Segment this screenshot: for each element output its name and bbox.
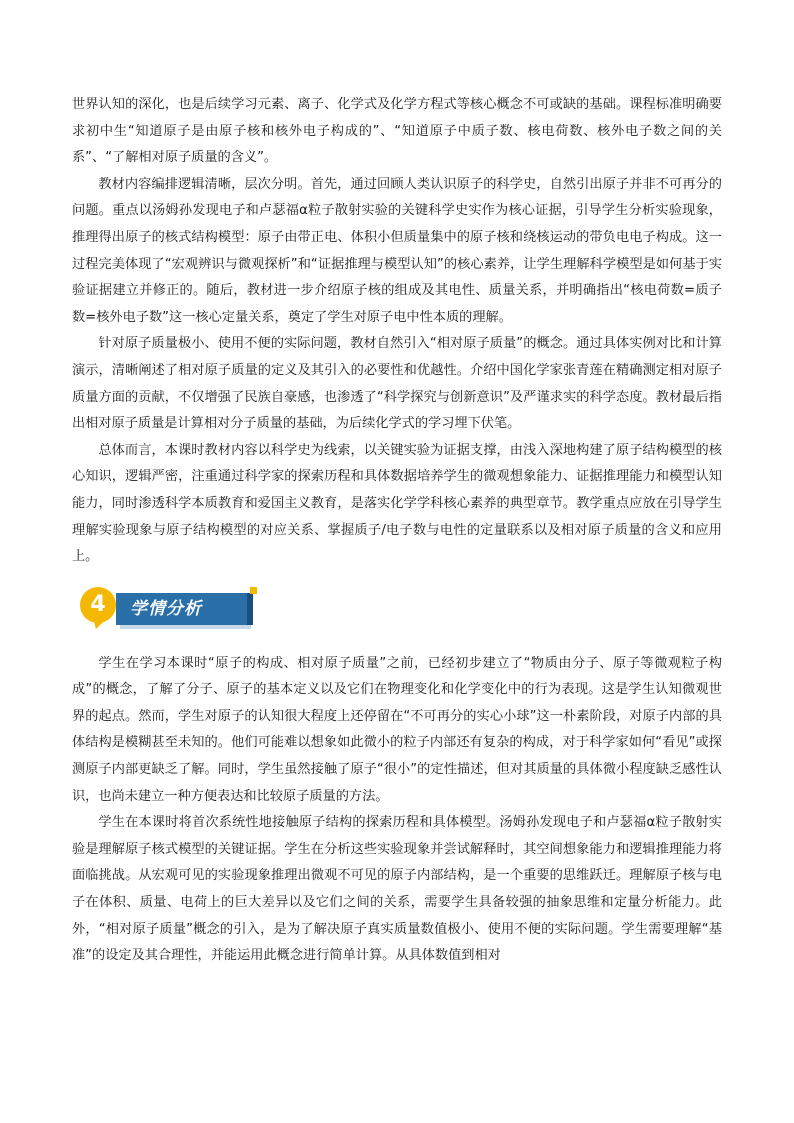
section-heading bbox=[72, 585, 722, 641]
paragraph: 总体而言，本课时教材内容以科学史为线索，以关键实验为证据支撑，由浅入深地构建了原子结构模型的核心知识，逻辑严密，注重通过科学家的探索历程和具体数据培养学生的微观想象能力、证据推理能力和模型认知能力，同时渗透科学本质教育和爱国主义教育，是落实化学学科核心素养的典型章节。教学重点应放在引导学生理解实验现象与原子结构模型的对应关系、掌握质子/电子数与电性的定量联系以及相对原子质量的含义和应用上。 bbox=[72, 442, 722, 565]
heading-bar-accent bbox=[247, 593, 253, 625]
paragraph: 教材内容编排逻辑清晰，层次分明。首先，通过回顾人类认识原子的科学史，自然引出原子并非不可再分的问题。重点以汤姆孙发现电子和卢瑟福α粒子散射实验的关键科学史实作为核心证据，引导学生分析实验现象，推理得出原子的核式结构模型：原子由带正电、体积小但质量集中的原子核和绕核运动的带负电电子构成。这一过程完美体现了“宏观辨识与微观探析”和“证据推理与模型认知”的核心素养，让学生理解科学模型是如何基于实验证据建立并修正的。随后，教材进一步介绍原子核的组成及其电性、质量关系，并明确指出“核电荷数=质子数=核外电子数”这一核心定量关系，奠定了学生对原子电中性本质的理解。 bbox=[72, 176, 722, 325]
heading-dot-icon bbox=[250, 587, 257, 594]
intro-paragraphs bbox=[72, 92, 722, 571]
paragraph: 学生在本课时将首次系统性地接触原子结构的探索历程和具体模型。汤姆孙发现电子和卢瑟福α粒子散射实验是理解原子核式模型的关键证据。学生在分析这些实验现象并尝试解释时，其空间想象能力和逻辑推理能力将面临挑战。从宏观可见的实验现象推理出微观不可见的原子内部结构，是一个重要的思维跃迁。理解原子核与电子在体积、质量、电荷上的巨大差异以及它们之间的关系，需要学生具备较强的抽象思维和定量分析能力。此外，“相对原子质量”概念的引入，是为了解决原子真实质量数值极小、使用不便的实际问题。学生需要理解“基准”的设定及其合理性，并能运用此概念进行简单计算。从具体数值到相对 bbox=[72, 815, 722, 964]
paragraph: 世界认知的深化，也是后续学习元素、离子、化学式及化学方程式等核心概念不可或缺的基础。课程标准明确要求初中生“知道原子是由原子核和核外电子构成的”、“知道原子中质子数、核电荷数、核外电子数之间的关系”、“了解相对原子质量的含义”。 bbox=[72, 97, 722, 166]
paragraph: 学生在学习本课时“原子的构成、相对原子质量”之前，已经初步建立了“物质由分子、原子等微观粒子构成”的概念，了解了分子、原子的基本定义以及它们在物理变化和化学变化中的行为表现。这是学生认知微观世界的起点。然而，学生对原子的认知很大程度上还停留在“不可再分的实心小球”这一朴素阶段，对原子内部的具体结构是模糊甚至未知的。他们可能难以想象如此微小的粒子内部还有复杂的构成，对于科学家如何“看见”或探测原子内部更缺乏了解。同时，学生虽然接触了原子“很小”的定性描述，但对其质量的具体微小程度缺乏感性认识，也尚未建立一种方便表达和比较原子质量的方法。 bbox=[72, 655, 722, 804]
analysis-paragraphs bbox=[72, 651, 722, 970]
paragraph: 针对原子质量极小、使用不便的实际问题，教材自然引入“相对原子质量”的概念。通过具体实例对比和计算演示，清晰阐述了相对原子质量的定义及其引入的必要性和优越性。介绍中国化学家张青莲在精确测定相对原子质量方面的贡献，不仅增强了民族自豪感，也渗透了“科学探究与创新意识”及严谨求实的科学态度。教材最后指出相对原子质量是计算相对分子质量的基础，为后续化学式的学习埋下伏笔。 bbox=[72, 336, 722, 432]
section-title: 学情分析 bbox=[130, 598, 202, 619]
document-page bbox=[72, 92, 722, 970]
section-number: 4 bbox=[90, 591, 106, 617]
